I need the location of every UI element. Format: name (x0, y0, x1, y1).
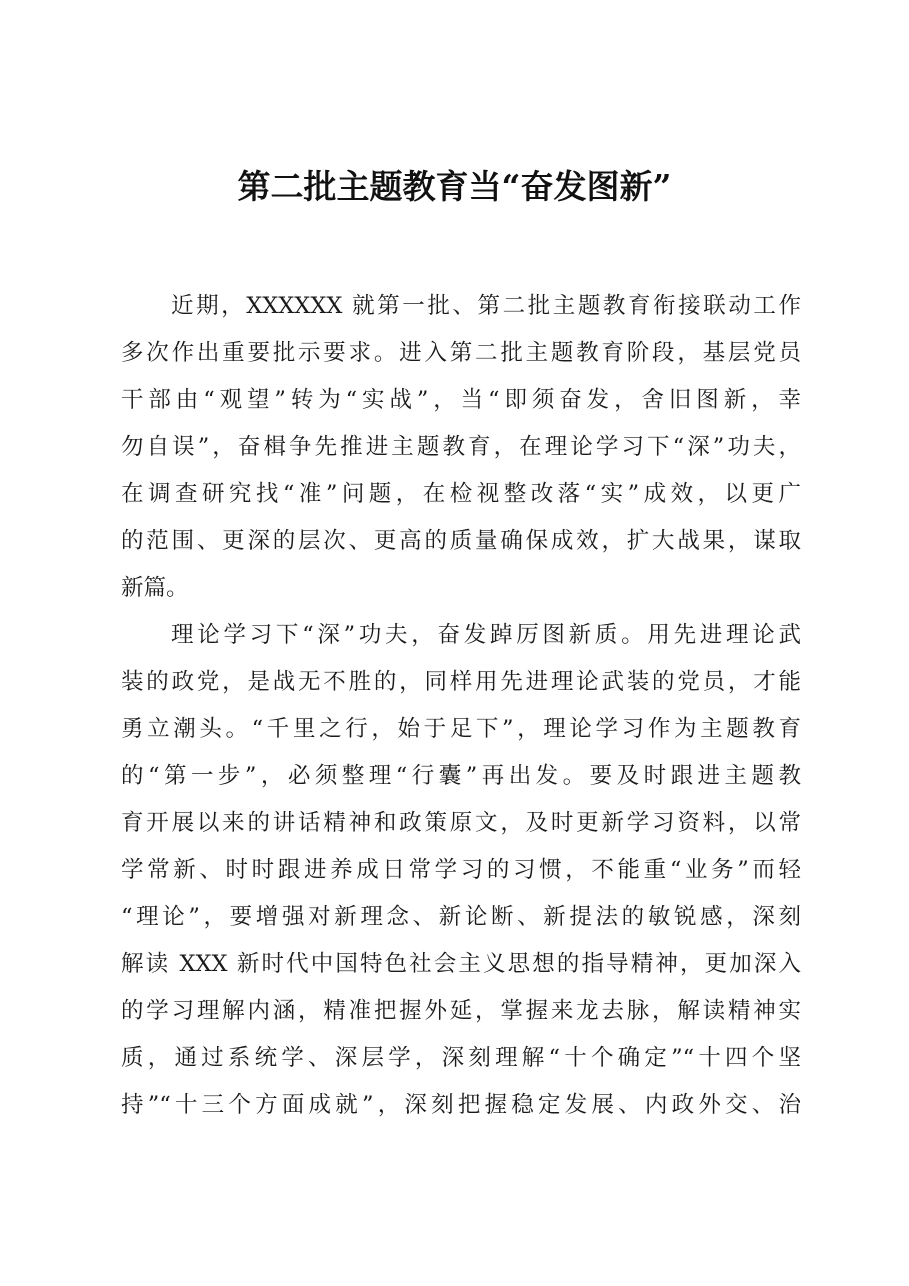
document-body (121, 283, 801, 1129)
paragraph-line: 理论学习下“深”功夫，奋发踔厉图新质。用先进理论武 (171, 622, 801, 648)
paragraph-line: 的学习理解内涵，精准把握外延，掌握来龙去脉，解读精神实 (121, 998, 801, 1024)
paragraph-line: 解读 XXX 新时代中国特色社会主义思想的指导精神，更加深入 (121, 951, 801, 977)
paragraph-line: 持”“十三个方面成就”，深刻把握稳定发展、内政外交、治 (121, 1092, 801, 1118)
paragraph-line: 在调查研究找“准”问题，在检视整改落“实”成效，以更广 (121, 481, 801, 507)
paragraph-line: 勿自误”，奋楫争先推进主题教育，在理论学习下“深”功夫， (121, 434, 801, 460)
paragraph-line: 学常新、时时跟进养成日常学习的习惯，不能重“业务”而轻 (121, 857, 801, 883)
paragraph-line: 勇立潮头。“千里之行，始于足下”，理论学习作为主题教育 (121, 716, 801, 742)
paragraph-line: 质，通过系统学、深层学，深刻理解“十个确定”“十四个坚 (121, 1045, 801, 1071)
paragraph-line: 育开展以来的讲话精神和政策原文，及时更新学习资料，以常 (121, 810, 801, 836)
paragraph-line: 多次作出重要批示要求。进入第二批主题教育阶段，基层党员 (121, 340, 801, 366)
paragraph-line: 的“第一步”，必须整理“行囊”再出发。要及时跟进主题教 (121, 763, 801, 789)
paragraph-line: 干部由“观望”转为“实战”，当“即须奋发，舍旧图新，幸 (121, 387, 801, 413)
paragraph-line: 的范围、更深的层次、更高的质量确保成效，扩大战果，谋取 (121, 528, 801, 554)
document-title: 第二批主题教育当“奋发图新” (237, 167, 672, 206)
paragraph-line: 新篇。 (121, 575, 189, 601)
paragraph-line: “理论”，要增强对新理念、新论断、新提法的敏锐感，深刻 (121, 904, 801, 930)
paragraph-line: 近期，XXXXXX 就第一批、第二批主题教育衔接联动工作 (171, 293, 801, 319)
paragraph-line: 装的政党，是战无不胜的，同样用先进理论武装的党员，才能 (121, 669, 801, 695)
